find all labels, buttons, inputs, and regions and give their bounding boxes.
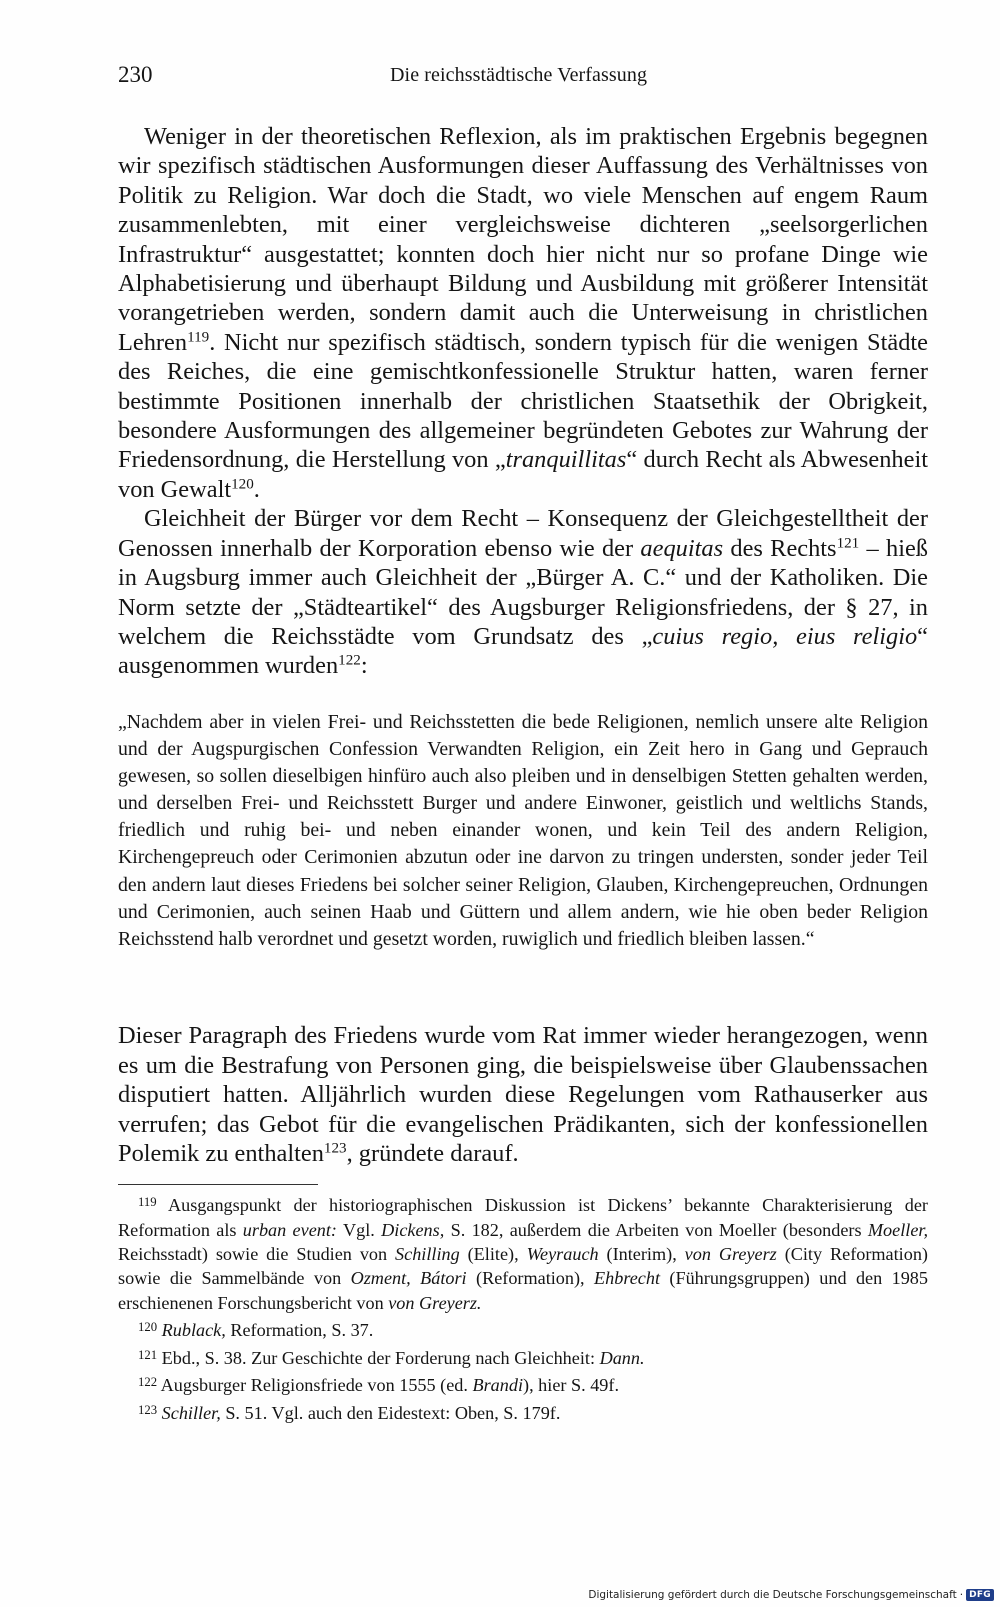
block-quote [118,709,928,953]
author-name: von Greyerz [684,1243,777,1264]
footnotes [118,1190,928,1425]
text-run: S. 51. Vgl. auch den Eidestext: Oben, S. 179f. [220,1402,561,1423]
page-number: 230 [118,62,153,87]
text-run: Vgl. [336,1219,382,1240]
footnote-ref: 121 [836,535,860,552]
text-run: Reformation, S. 37. [225,1320,374,1341]
italic-term: tranquillitas [505,446,627,474]
paragraph-1 [118,122,928,504]
text-run: – hieß in Augsburg immer auch Gleichheit der „Bürger A. C.“ und der Katholiken. Die Norm setzte der „Städteartikel“ des Augsburger Religionsfriedens, der § 27, in welchem die Reichsstädte vom Grundsatz des „ [118,534,929,650]
text-run: (Führungsgruppen) und den 1985 erschienenen Forschungsbericht von [118,1268,928,1313]
footnote-121 [118,1343,928,1371]
text-run: (Elite), [459,1243,527,1264]
author-name: Schiller, [161,1402,221,1423]
footnote-119 [118,1190,928,1315]
footnote-ref: 120 [231,476,254,493]
author-name: Dickens, [381,1219,445,1240]
footnote-122 [118,1370,928,1398]
text-run: , gründete darauf. [346,1140,519,1168]
text-run: Augsburger Religionsfriede von 1555 (ed. [157,1375,473,1396]
author-name: Rublack, [161,1320,226,1341]
author-name: Moeller, [867,1219,928,1240]
author-name: von Greyerz. [388,1292,482,1313]
text-run: (Reformation), [466,1268,595,1289]
main-text [118,122,928,681]
dfg-logo: DFG [966,1589,994,1601]
quote-text: „Nachdem aber in vielen Frei- und Reichsstetten die bede Religionen, nemlich unsere alte Religion und der Augspurgischen Confession Verwandten Religion, ein Zeit hero in Gang und Geprauch gewesen, so sollen dieselbigen hinfüro auch also pleiben und in denselbigen Stetten gehalten werden, und derselben Frei- und Reichsstett Burger und andere Einwoner, geistlich und weltlichs Stands, friedlich und ruhig bei- und neben einander wonen, und kein Teil des andern Religion, Kirchengepreuch oder Cerimonien abzutun oder ine darvon zu tringen understen, sonder jeder Teil den andern laut dieses Friedens bei solcher seiner Religion, Glauben, Kirchengepreuchen, Ordnungen und Cerimonien, auch seinen Haab und Güttern und allem andern, wie hie oben beder Religion Reichsstend halb verordnet und gesetzt worden, ruwiglich und friedlich bleiben lassen.“ [118,711,928,950]
author-name: Dann. [599,1347,645,1368]
author-name: Ozment, Bátori [350,1268,467,1289]
text-run: Gleichheit der Bürger vor dem Recht – Konsequenz der Gleichgestelltheit der Genossen innerhalb der Korporation ebenso wie der [118,505,928,562]
footnote-divider [118,1184,318,1185]
italic-term: cuius regio, eius religio [652,622,918,650]
paragraph-2 [118,504,928,680]
text-run: ), hier S. 49f. [523,1375,619,1396]
text-run: . [253,475,260,503]
text-run: Dieser Paragraph des Friedens wurde vom Rat immer wieder herangezogen, wenn es um die Bestrafung von Personen ging, die beispielsweise über Glaubenssachen disputiert hatten. Alljährlich wurden diese Regelungen vom Rathauserker aus verrufen; das Gebot für die evangelischen Prädikanten, sich der konfessionellen Polemik zu enthalten [118,1022,928,1168]
running-title: Die reichsstädtische Verfassung [390,64,648,86]
footnote-ref: 123 [323,1141,347,1158]
text-run: Reichsstadt) sowie die Studien von [118,1243,396,1264]
text-run: S. 182, außerdem die Arbeiten von Moeller (besonders [444,1219,868,1240]
text-run: : [360,652,368,680]
author-name: Schilling [395,1243,460,1264]
text-run: Weniger in der theoretischen Reflexion, als im praktischen Ergebnis begegnen wir spezifisch städtischen Ausformungen dieser Auffassung des Verhältnisses von Politik zu Religion. War doch die Stadt, wo viele Menschen auf engem Raum zusammenlebten, mit einer vergleichsweise dichteren „seelsorgerlichen Infrastruktur“ ausgestattet; konnten doch hier nicht nur so profane Dinge wie Alphabetisierung und überhaupt Bildung und Ausbildung mit größerer Intensität vorangetrieben werden, sondern damit auch die Unterweisung in christlichen Lehren [118,123,928,356]
footnote-number: 123 [138,1402,158,1417]
author-name: Weyrauch [526,1243,599,1264]
digitization-credit [588,1587,994,1603]
footnote-ref: 122 [338,653,361,669]
text-run: . Nicht nur spezifisch städtisch, sondern typisch für die wenigen Städte des Reiches, die eine gemischtkonfessionelle Struktur hatten, waren ferner bestimmte Positionen innerhalb der christlichen Staatsethik der Obrigkeit, besondere Ausformungen des allgemeiner begründeten Gebotes zur Wahrung der Friedensordnung, die Herstellung von „ [118,328,928,474]
text-run: (Interim), [598,1243,685,1264]
author-name: Brandi [472,1375,524,1396]
author-name: Ehbrecht [594,1268,661,1289]
main-text-continued [118,1021,928,1169]
footnote-120 [118,1315,928,1343]
italic-term: aequitas [640,534,724,562]
text-run: Ebd., S. 38. Zur Geschichte der Forderung nach Gleichheit: [157,1347,600,1368]
italic-term: urban event: [242,1219,337,1240]
footnote-number: 119 [138,1195,157,1209]
page-header [118,62,928,94]
footnote-number: 121 [138,1347,158,1362]
text-run: Ausgangspunkt der historiographischen Diskussion ist Dickens’ bekannte Charakterisierung der Reformation als [118,1195,928,1240]
paragraph-3 [118,1021,928,1169]
text-run: “ ausgenommen wurden [118,622,928,680]
credit-text: Digitalisierung gefördert durch die Deutsche Forschungsgemeinschaft [588,1589,957,1601]
text-run: (City Reformation) sowie die Sammelbände von [118,1243,928,1289]
footnote-ref: 119 [187,329,210,346]
text-run: “ durch Recht als Abwesenheit von Gewalt [118,446,928,503]
credit-separator: · [959,1589,964,1601]
footnote-number: 120 [138,1320,158,1335]
footnote-123 [118,1398,928,1426]
footnote-number: 122 [138,1375,158,1390]
text-run: des Rechts [723,534,837,562]
